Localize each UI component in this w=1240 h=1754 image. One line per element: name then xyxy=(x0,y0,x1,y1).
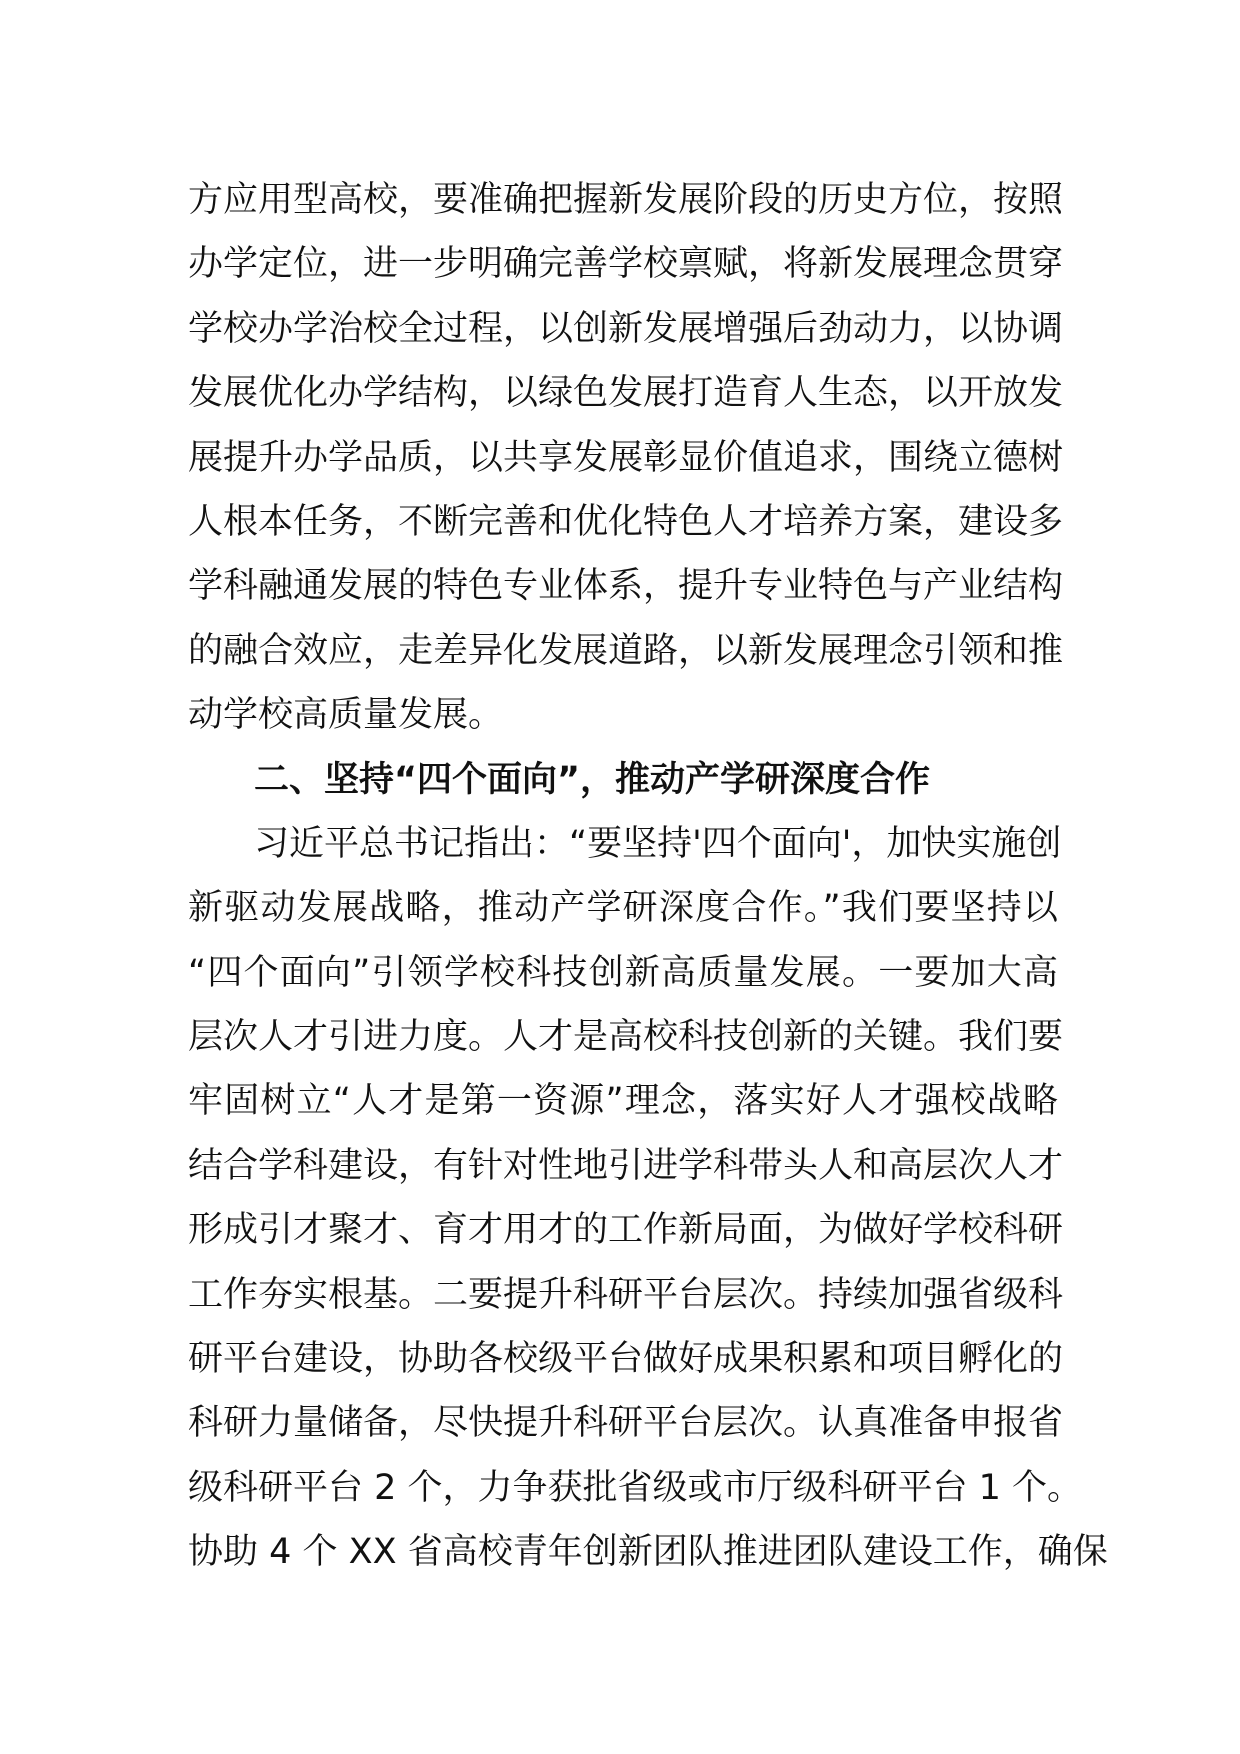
text-line: 展提升办学品质，以共享发展彰显价值追求，围绕立德树 xyxy=(188,437,1064,478)
text-line: 人根本任务，不断完善和优化特色人才培养方案，建设多 xyxy=(188,501,1064,542)
text-line: 学校办学治校全过程，以创新发展增强后劲动力，以协调 xyxy=(188,308,1064,349)
text-line: 学科融通发展的特色专业体系，提升专业特色与产业结构 xyxy=(188,566,1064,607)
text-line: 工作夯实根基。二要提升科研平台层次。持续加强省级科 xyxy=(188,1274,1064,1315)
text-line: 习近平总书记指出：“要坚持'四个面向'，加快实施创 xyxy=(254,823,1062,864)
paragraph-2 xyxy=(188,812,1108,1585)
text-line: 结合学科建设，有针对性地引进学科带头人和高层次人才 xyxy=(188,1145,1064,1186)
paragraph-1 xyxy=(188,168,1064,748)
document-body xyxy=(188,168,1108,1585)
text-line: 牢固树立“人才是第一资源”理念，落实好人才强校战略 xyxy=(188,1081,1058,1122)
text-line: 科研力量储备，尽快提升科研平台层次。认真准备申报省 xyxy=(188,1403,1064,1444)
section-heading: 二、坚持“四个面向”，推动产学研深度合作 xyxy=(254,759,931,800)
text-line: 动学校高质量发展。 xyxy=(188,695,504,736)
text-line: 协助 4 个 XX 省高校青年创新团队推进团队建设工作，确保 xyxy=(188,1532,1108,1573)
text-line: “四个面向”引领学校科技创新高质量发展。一要加大高 xyxy=(188,952,1058,993)
text-line: 办学定位，进一步明确完善学校禀赋，将新发展理念贯穿 xyxy=(188,244,1064,285)
text-line: 层次人才引进力度。人才是高校科技创新的关键。我们要 xyxy=(188,1017,1064,1058)
text-line: 形成引才聚才、育才用才的工作新局面，为做好学校科研 xyxy=(188,1210,1064,1251)
text-line: 级科研平台 2 个，力争获批省级或市厅级科研平台 1 个。 xyxy=(188,1467,1083,1508)
text-line: 新驱动发展战略，推动产学研深度合作。”我们要坚持以 xyxy=(188,888,1058,929)
text-line: 发展优化办学结构，以绿色发展打造育人生态，以开放发 xyxy=(188,373,1064,414)
text-line: 方应用型高校，要准确把握新发展阶段的历史方位，按照 xyxy=(188,180,1064,220)
text-line: 的融合效应，走差异化发展道路，以新发展理念引领和推 xyxy=(188,630,1064,671)
text-line: 研平台建设，协助各校级平台做好成果积累和项目孵化的 xyxy=(188,1339,1064,1380)
